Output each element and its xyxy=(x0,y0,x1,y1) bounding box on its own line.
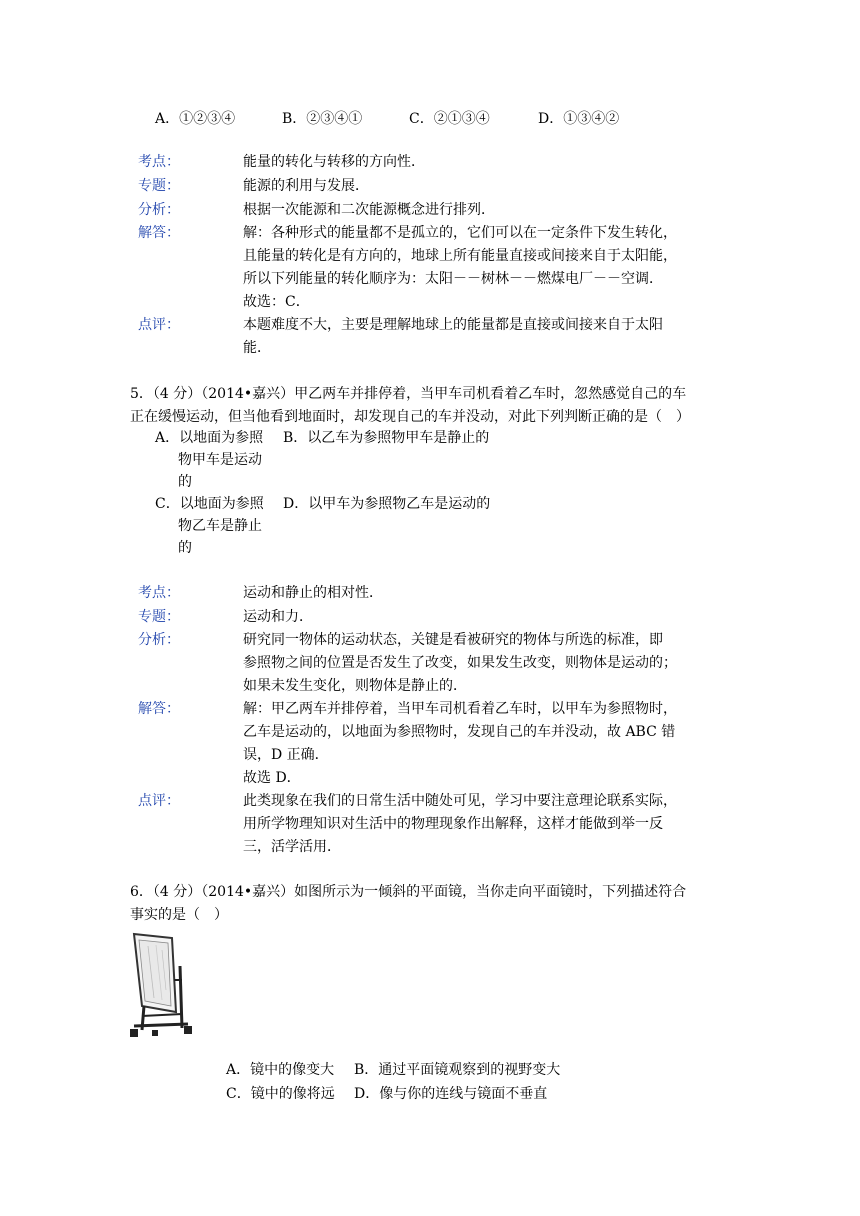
kaodian-text: 能量的转化与转移的方向性． xyxy=(243,154,425,170)
fenxi-label: 分析： xyxy=(138,632,180,648)
q5-option-d: D．以甲车为参照物乙车是运动的 xyxy=(283,496,491,512)
dianping-label: 点评： xyxy=(138,317,180,333)
jieda-line: 误，D 正确． xyxy=(243,747,329,763)
q4-options xyxy=(155,108,795,128)
q4-option-a: A．①②③④ xyxy=(155,111,236,127)
tilted-mirror-figure xyxy=(128,930,198,1040)
zhuanti-text: 能源的利用与发展． xyxy=(243,178,369,194)
jieda-line: 乙车是运动的，以地面为参照物时，发现自己的车并没动，故 ABC 错 xyxy=(243,724,676,740)
zhuanti-text: 运动和力． xyxy=(243,609,313,625)
jieda-line: 解：各种形式的能量都不是孤立的，它们可以在一定条件下发生转化， xyxy=(243,225,677,241)
jieda-line: 且能量的转化是有方向的，地球上所有能量直接或间接来自于太阳能， xyxy=(243,248,677,264)
q5-option-c: 的 xyxy=(178,540,192,556)
kaodian-label: 考点： xyxy=(138,585,180,601)
q5-option-a: A．以地面为参照 xyxy=(155,430,264,446)
kaodian-label: 考点： xyxy=(138,154,180,170)
q6-option-a: A．镜中的像变大 xyxy=(226,1062,335,1078)
jieda-line: 故选：C． xyxy=(243,294,310,310)
dianping-line: 用所学物理知识对生活中的物理现象作出解释，这样才能做到举一反 xyxy=(243,816,663,832)
q6-option-d: D．像与你的连线与镜面不垂直 xyxy=(354,1086,548,1102)
jieda-line: 所以下列能量的转化顺序为：太阳－－树林－－燃煤电厂－－空调． xyxy=(243,271,663,287)
dianping-line: 能． xyxy=(243,340,271,356)
dianping-line: 本题难度不大，主要是理解地球上的能量都是直接或间接来自于太阳 xyxy=(243,317,663,333)
fenxi-line: 根据一次能源和二次能源概念进行排列． xyxy=(243,202,495,218)
fenxi-label: 分析： xyxy=(138,202,180,218)
fenxi-line: 参照物之间的位置是否发生了改变，如果发生改变，则物体是运动的； xyxy=(243,655,677,671)
q5-option-a: 的 xyxy=(178,474,192,490)
jieda-line: 故选 D． xyxy=(243,770,301,786)
kaodian-text: 运动和静止的相对性． xyxy=(243,585,383,601)
zhuanti-label: 专题： xyxy=(138,609,180,625)
jieda-label: 解答： xyxy=(138,225,180,241)
dianping-label: 点评： xyxy=(138,793,180,809)
fenxi-line: 研究同一物体的运动状态，关键是看被研究的物体与所选的标准，即 xyxy=(243,632,663,648)
q4-option-c: C．②①③④ xyxy=(409,111,490,127)
q5-stem-line: 正在缓慢运动，但当他看到地面时，却发现自己的车并没动，对此下列判断正确的是（ ） xyxy=(130,409,690,425)
q5-stem-line: 5．（4 分）（2014•嘉兴）甲乙两车并排停着，当甲车司机看着乙车时，忽然感觉自己的车 xyxy=(130,386,687,402)
q5-option-b: B．以乙车为参照物甲车是静止的 xyxy=(283,430,490,446)
q6-stem-line: 6．（4 分）（2014•嘉兴）如图所示为一倾斜的平面镜，当你走向平面镜时，下列描述符合 xyxy=(130,884,687,900)
q5-option-a: 物甲车是运动 xyxy=(178,452,262,468)
q4-option-b: B．②③④① xyxy=(282,111,363,127)
q4-option-d: D．①③④② xyxy=(538,111,620,127)
zhuanti-label: 专题： xyxy=(138,178,180,194)
q6-stem-line: 事实的是（ ） xyxy=(130,907,228,923)
q5-option-c: C．以地面为参照 xyxy=(155,496,264,512)
q6-option-c: C．镜中的像将远 xyxy=(226,1086,335,1102)
q6-option-b: B．通过平面镜观察到的视野变大 xyxy=(354,1062,561,1078)
jieda-label: 解答： xyxy=(138,701,180,717)
jieda-line: 解：甲乙两车并排停着，当甲车司机看着乙车时，以甲车为参照物时， xyxy=(243,701,677,717)
dianping-line: 三，活学活用． xyxy=(243,839,341,855)
q5-option-c: 物乙车是静止 xyxy=(178,518,262,534)
dianping-line: 此类现象在我们的日常生活中随处可见，学习中要注意理论联系实际， xyxy=(243,793,677,809)
fenxi-line: 如果未发生变化，则物体是静止的． xyxy=(243,678,467,694)
